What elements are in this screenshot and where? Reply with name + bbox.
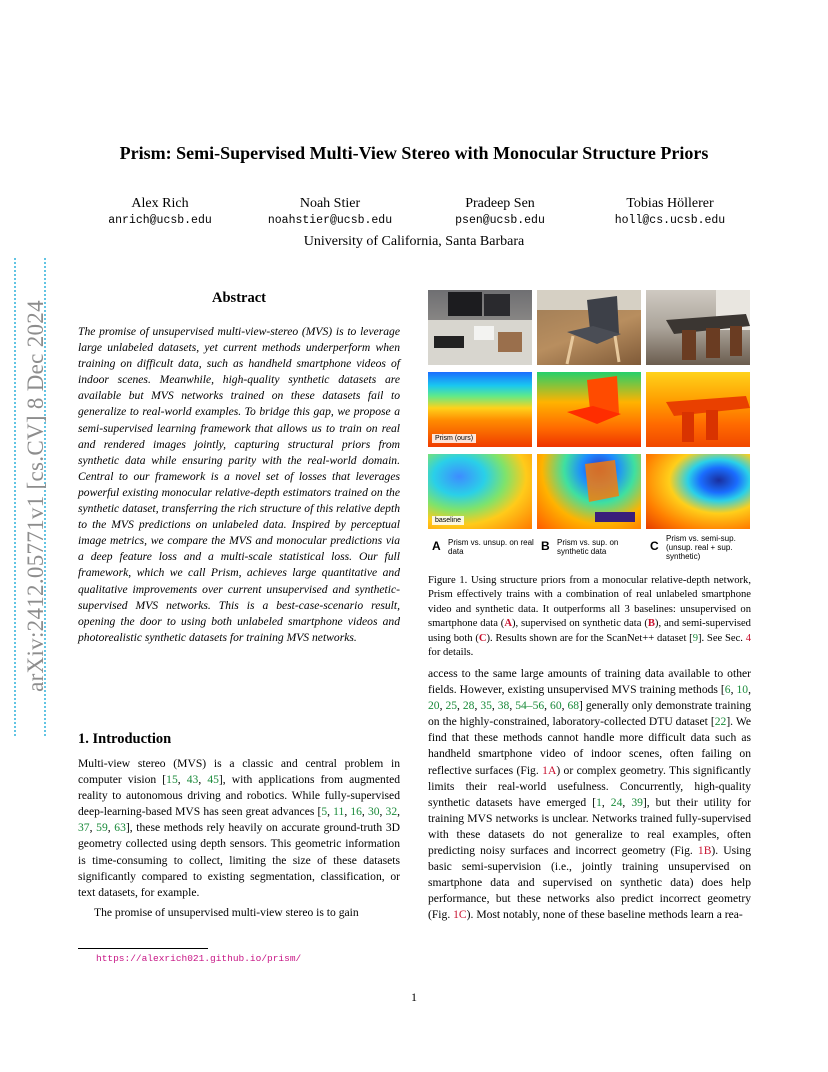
depth-map-prism-b bbox=[537, 372, 641, 447]
intro-paragraph: Multi-view stereo (MVS) is a classic and central problem in computer vision [15, 43, 45], with applications from augmented reality to autonomous driving and robotics. While fully-supervised deep-learning-based MVS has seen great advances [5, 11, 16, 30, 32, 37, 59, 63], these methods rely heavily on accurate ground-truth 3D geometry collected using depth sensors. This geometric information is time-consuming to collect, limiting the size of these datasets significantly compared to existing segmentation, classification, or text datasets, for example. bbox=[78, 757, 401, 899]
panel-letter: A bbox=[432, 539, 441, 553]
citation-link[interactable]: 45 bbox=[207, 773, 219, 787]
citation-link[interactable]: 22 bbox=[714, 715, 727, 729]
citation-link[interactable]: 39 bbox=[631, 795, 643, 809]
depth-chair-shape bbox=[537, 372, 641, 447]
introduction-body-continued: access to the same large amounts of training data available to other fields. However, existing unsupervised MVS training methods [6, 10, 20, 25, 28, 35, 38, 54–56, 60, 68] generally only demonstrate training on the highly-constrained, laboratory-collected DTU dataset [22]. We find that these methods cannot handle more difficult data such as handheld smartphone video of indoor scenes, often failing on reflective surfaces (Fig. 1A) or complex geometry. This significantly limits their real-world usefulness. Concurrently, high-quality synthetic datasets have emerged [1, 24, 39], but their utility for training MVS networks is unclear. Networks trained fully-supervised with these datasets do not generalize to real examples, often predicting noisy surfaces and incorrect geometry (Fig. 1B). Using basic semi-supervision (i.e., jointly training unsupervised on smartphone data and supervised on synthetic data) does help performance, but these networks also predict incorrect geometry (Fig. 1C). Most notably, none of these baseline methods learn a rea- bbox=[428, 667, 752, 922]
chair-image bbox=[537, 290, 641, 365]
author bbox=[590, 196, 750, 227]
footnote-rule bbox=[78, 948, 208, 949]
citation-link[interactable]: 1 bbox=[596, 795, 602, 809]
figure-ref[interactable]: A bbox=[504, 618, 512, 630]
figure-ref[interactable]: 1B bbox=[697, 844, 712, 858]
citation-link[interactable]: 6 bbox=[724, 683, 731, 697]
citation-link[interactable]: 60 bbox=[550, 699, 562, 713]
rgb-photo-dining bbox=[646, 290, 750, 365]
panel-description: Prism vs. semi-sup. (unsup. real + sup. synthetic) bbox=[666, 534, 736, 561]
depth-table-shape bbox=[646, 372, 750, 447]
author-email[interactable]: anrich@ucsb.edu bbox=[108, 214, 212, 227]
intro-paragraph: The promise of unsupervised multi-view stereo is to gain bbox=[94, 905, 359, 919]
text-run: Figure 1. Using structure priors from a monocular relative-depth network, Prism effectively trains with a combination of real unlabeled smartphone video and synthetic data. It outperforms all 3 baselines: unsupervised on smartphone data ( bbox=[428, 575, 751, 630]
arxiv-id: arXiv:2412.05771v1 [cs.CV] 8 Dec 2024 bbox=[23, 300, 48, 692]
figure-ref[interactable]: C bbox=[478, 632, 487, 644]
rgb-photo-office bbox=[428, 290, 532, 365]
citation-link[interactable]: 5 bbox=[321, 805, 328, 819]
text-run: ). Results shown are for the ScanNet++ dataset [ bbox=[486, 632, 693, 644]
citation-link[interactable]: 54–56 bbox=[515, 699, 545, 713]
citation-link[interactable]: 9 bbox=[692, 632, 698, 644]
author-name: Noah Stier bbox=[299, 196, 361, 211]
citation-link[interactable]: 10 bbox=[736, 683, 749, 697]
panel-letter: C bbox=[650, 539, 659, 553]
citation-link[interactable]: 68 bbox=[567, 699, 580, 713]
citation-link[interactable]: 16 bbox=[350, 805, 362, 819]
row-label-prism: Prism (ours) bbox=[432, 434, 476, 443]
author-name: Pradeep Sen bbox=[465, 196, 535, 211]
text-run: ), supervised on synthetic data ( bbox=[512, 618, 648, 630]
citation-link[interactable]: 43 bbox=[186, 773, 199, 787]
depth-map-baseline-a bbox=[428, 454, 532, 529]
text-run: ). Most notably, none of these baseline methods learn a rea- bbox=[466, 908, 743, 922]
author-name: Tobias Höllerer bbox=[626, 196, 714, 211]
author bbox=[420, 196, 580, 227]
citation-link[interactable]: 35 bbox=[480, 699, 492, 713]
citation-link[interactable]: 11 bbox=[333, 805, 345, 819]
text-run: ). Using basic semi-supervision (i.e., jointly training unsupervised on smartphone data and supervised on synthetic data) does help performance, but these networks also predict incorrect geometry (Fig. bbox=[428, 844, 751, 922]
text-run: ]. We find that these methods cannot handle more difficult data such as handheld smartphone video of indoor scenes, often failing on reflective surfaces (Fig. bbox=[428, 715, 752, 777]
figure-ref[interactable]: 1A bbox=[542, 763, 557, 777]
text-run: ], these methods rely heavily on accurate ground-truth 3D geometry collected using depth sensors. This geometric information is time-consuming to collect, limiting the size of these datasets significantly compared to existing segmentation, classification, or text datasets, for example. bbox=[78, 821, 401, 899]
figure-1 bbox=[428, 290, 751, 560]
citation-link[interactable]: 25 bbox=[445, 699, 458, 713]
introduction-body bbox=[78, 756, 400, 921]
panel-letter: B bbox=[541, 539, 550, 553]
figure-ref[interactable]: 1C bbox=[453, 908, 467, 922]
text-run: ) or complex geometry. This significantly limits their real-world usefulness. Concurrently, high-quality synthetic datasets have emerged [ bbox=[428, 763, 751, 809]
author-list bbox=[80, 196, 750, 227]
section-heading-introduction: 1. Introduction bbox=[78, 731, 172, 747]
text-run: Multi-view stereo (MVS) is a classic and central problem in computer vision [ bbox=[78, 757, 400, 787]
text-run: for details. bbox=[428, 647, 474, 659]
figure-ref[interactable]: B bbox=[647, 618, 655, 630]
depth-map-prism-c bbox=[646, 372, 750, 447]
author bbox=[250, 196, 410, 227]
depth-map-baseline-b bbox=[537, 454, 641, 529]
text-run: access to the same large amounts of training data available to other fields. However, existing unsupervised MVS training methods [ bbox=[428, 667, 751, 697]
author-name: Alex Rich bbox=[131, 196, 189, 211]
text-run: ]. See Sec. bbox=[697, 632, 746, 644]
rgb-photo-chair bbox=[537, 290, 641, 365]
citation-link[interactable]: 63 bbox=[114, 821, 126, 835]
section-ref[interactable]: 4 bbox=[745, 632, 751, 644]
citation-link[interactable]: 30 bbox=[367, 805, 380, 819]
abstract-heading: Abstract bbox=[212, 290, 266, 306]
dining-table-image bbox=[646, 290, 750, 365]
depth-map-prism-a bbox=[428, 372, 532, 447]
citation-link[interactable]: 15 bbox=[166, 773, 178, 787]
page-number: 1 bbox=[411, 990, 417, 1004]
author-email[interactable]: psen@ucsb.edu bbox=[455, 214, 545, 227]
row-label-baseline: baseline bbox=[432, 516, 464, 525]
author-email[interactable]: noahstier@ucsb.edu bbox=[267, 214, 393, 227]
text-run: ], with applications from augmented reality to autonomous driving and robotics. While fully-supervised deep-learning-based MVS has seen great advances [ bbox=[78, 773, 401, 819]
text-run: ], but their utility for training MVS networks is unclear. Networks trained fully-supervised with these datasets do not generalize to real examples, often predicting noisy surfaces and incorrect geometry (Fig. bbox=[428, 795, 752, 858]
citation-link[interactable]: 38 bbox=[497, 699, 510, 713]
citation-link[interactable]: 32 bbox=[385, 805, 398, 819]
citation-link[interactable]: 59 bbox=[96, 821, 108, 835]
panel-description: Prism vs. unsup. on real data bbox=[448, 538, 534, 556]
arxiv-stamp bbox=[14, 256, 58, 736]
text-run: ] generally only demonstrate training on the highly-constrained, laboratory-collected DTU dataset [ bbox=[428, 699, 752, 729]
depth-map-baseline-c bbox=[646, 454, 750, 529]
citation-link[interactable]: 37 bbox=[78, 821, 90, 835]
office-desk-image bbox=[428, 290, 532, 365]
citation-link[interactable]: 24 bbox=[610, 795, 623, 809]
depth-noisy-shape bbox=[537, 454, 641, 529]
citation-link[interactable]: 28 bbox=[462, 699, 475, 713]
text-run: ), and semi-supervised using both ( bbox=[428, 618, 751, 644]
affiliation: University of California, Santa Barbara bbox=[303, 234, 525, 249]
citation-link[interactable]: 20 bbox=[428, 699, 440, 713]
panel-description: Prism vs. sup. on synthetic data bbox=[557, 538, 619, 556]
paper-title: Prism: Semi-Supervised Multi-View Stereo with Monocular Structure Priors bbox=[119, 143, 709, 163]
author-email[interactable]: holl@cs.ucsb.edu bbox=[614, 214, 726, 227]
footnote-url[interactable]: https://alexrich021.github.io/prism/ bbox=[96, 953, 302, 964]
author bbox=[80, 196, 240, 227]
abstract-body: The promise of unsupervised multi-view-stereo (MVS) is to leverage large unlabeled datasets, yet current methods underperform when training on difficult data, such as handheld smartphone videos of indoor scenes. Meanwhile, high-quality synthetic datasets are available but MVS networks trained on these datasets fail to generalize to real-world examples. To bridge this gap, we propose a semi-supervised learning framework that allows us to train on real and rendered images jointly, capturing structural priors from synthetic data while ensuring parity with the real-world domain. Central to our framework is a novel set of losses that leverages powerful existing monocular relative-depth estimators trained on the synthetic dataset, transferring the rich structure of this relative depth to the MVS predictions on unlabeled data. Inspired by perceptual image metrics, we compare the MVS and monocular predictions via a deep feature loss and a multi-scale statistical loss. Our full framework, which we call Prism, achieves large quantitative and qualitative improvements over current unsupervised and synthetic-supervised MVS networks. This is a best-case-scenario result, opening the door to using both unlabeled smartphone videos and photorealistic synthetic datasets for training MVS networks. bbox=[78, 325, 400, 644]
figure-1-caption bbox=[428, 574, 751, 660]
